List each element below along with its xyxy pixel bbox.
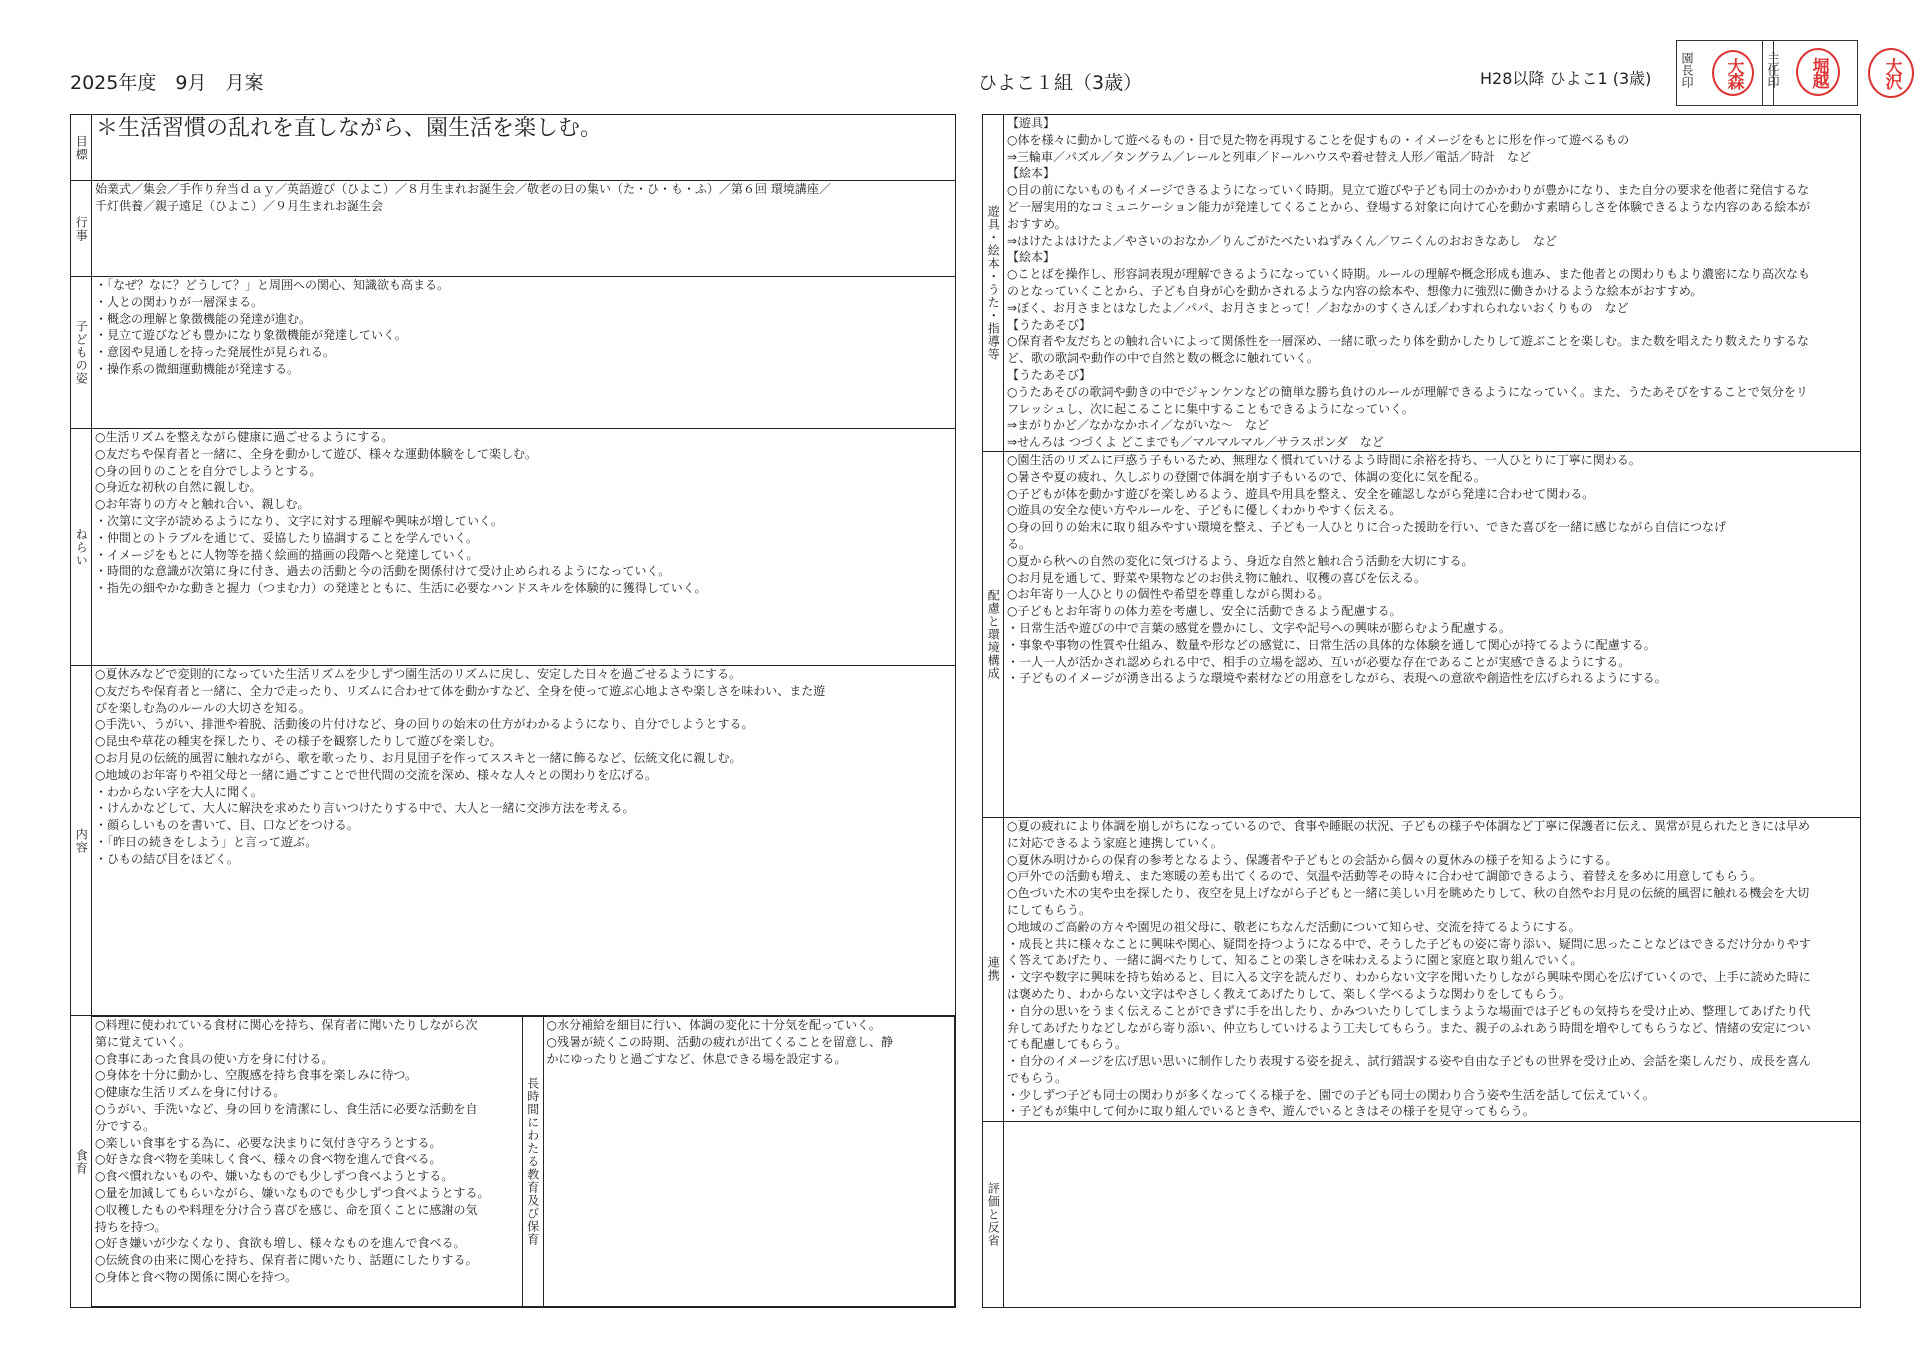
coop-line: ・自分のイメージを広げ思い思いに制作したり表現する姿を捉え、試行錯誤する姿や自由な子どもの世界を受け止め、会話を楽しんだり、成長を喜ん xyxy=(1007,1054,1811,1069)
food-line: ○食事にあった食具の使い方を身に付ける。 xyxy=(95,1051,334,1066)
env-line: ○子どもとお年寄りの体力差を考慮し、安全に活動できるよう配慮する。 xyxy=(1007,604,1402,619)
materials-line: ⇒ぼく、お月さまとはなしたよ／パパ、お月さまとって！／おなかのすくさんぽ／わすれられないおくりもの など xyxy=(1007,300,1629,315)
children-line: ・人との関わりが一層深まる。 xyxy=(95,294,264,309)
coop-line: ・少しずつ子ども同士の関わりが多くなってくる様子を、園での子ども同士の関わり合う姿や生活を話して伝えていく。 xyxy=(1007,1087,1655,1102)
coop-line: ても配慮してもらう。 xyxy=(1007,1037,1128,1052)
food-line: ○収穫したものや料理を分け合う喜びを感じ、命を頂くことに感謝の気 xyxy=(95,1202,478,1217)
aims-line: ・イメージをもとに人物等を描く絵画的描画の段階へと発達していく。 xyxy=(95,547,479,562)
food-line: ○楽しい食事をする為に、必要な決まりに気付き守ろうとする。 xyxy=(95,1135,442,1150)
eval-label: 評価と反省 xyxy=(986,1181,1001,1247)
food-line: 第に覚えていく。 xyxy=(95,1034,191,1049)
materials-text xyxy=(1004,115,1860,451)
children-line: ・概念の理解と象徴機能の発達が進む。 xyxy=(95,311,312,326)
materials-line: おすすめ。 xyxy=(1007,216,1067,231)
content-line: びを楽しむ為のルールの大切さを知る。 xyxy=(95,700,311,715)
env-line: ・日常生活や遊びの中で言葉の感覚を豊かにし、文字や記号への興味が膨らむよう配慮する。 xyxy=(1007,620,1512,635)
food-line: ○身体を十分に動かし、空腹感を持ち食事を楽しみに待つ。 xyxy=(95,1068,417,1083)
right-plan-table xyxy=(982,114,1861,1308)
env-line: ○身の回りの始末に取り組みやすい環境を整え、子ども一人ひとりに合った援助を行い、できた喜びを一緒に感じながら自信につなげ xyxy=(1007,520,1726,535)
env-line: る。 xyxy=(1007,536,1032,551)
coop-line: 弁してあげたりなどしながら寄り添い、仲立ちしていけるよう工夫してもらう。また、親子のふれあう時間を増やしてもらうなど、情緒の安定につい xyxy=(1007,1020,1811,1035)
content-line: ○地域のお年寄りや祖父母と一緒に過ごすことで世代間の交流を深め、様々な人々との関わりを広げる。 xyxy=(95,767,657,782)
aims-label: ねらい xyxy=(74,527,89,567)
content-line: ・「昨日の続きをしよう」と言って遊ぶ。 xyxy=(95,834,318,849)
document-title: 2025年度 9月 月案 xyxy=(70,72,264,94)
env-line: ・子どものイメージが湧き出るような環境や素材などの用意をしながら、表現への意欲や創造性を広げられるようにする。 xyxy=(1007,671,1667,686)
longcare-text xyxy=(544,1017,955,1067)
events-line: 始業式／集会／手作り弁当ｄａｙ／英語遊び（ひよこ）／８月生まれお誕生会／敬老の日の集い（た・ひ・も・ふ）／第６回 環境講座／ xyxy=(95,182,831,196)
content-line: ○お月見の伝統的風習に触れながら、歌を歌ったり、お月見団子を作ってススキと一緒に飾るなど、伝統文化に親しむ。 xyxy=(95,750,742,765)
coop-line: ・文字や数字に興味を持ち始めると、目に入る文字を読んだり、わからない文字を聞いたりしながら興味や関心を広げていくので、上手に読めた時に xyxy=(1007,970,1811,985)
food-line: ○量を加減してもらいながら、嫌いなものでも少しずつ食べようとする。 xyxy=(95,1185,490,1200)
coop-line: ○夏の疲れにより体調を崩しがちになっているので、食事や睡眠の状況、子どもの様子や体調など丁寧に保護者に伝え、異常が見られたときには早め xyxy=(1007,818,1810,833)
materials-label: 遊具・絵本・うた・指導等 xyxy=(986,204,1001,361)
food-line: 分でする。 xyxy=(95,1118,156,1133)
food-line: ○料理に使われている食材に関心を持ち、保育者に聞いたりしながら次 xyxy=(95,1018,478,1032)
env-line: ○お月見を通して、野菜や果物などのお供え物に触れ、収穫の喜びを伝える。 xyxy=(1007,570,1426,585)
materials-label-cell xyxy=(983,115,1004,452)
aims-line: ○生活リズムを整えながら健康に過ごせるようにする。 xyxy=(95,430,394,444)
food-line: ○健康な生活リズムを身に付ける。 xyxy=(95,1085,286,1100)
materials-line: ⇒まがりかど／なかなかホイ／ながいな～ など xyxy=(1007,418,1270,433)
env-line: ・事象や事物の性質や仕組み、数量や形などの感覚に、日常生活の具体的な体験を通して関心が持てるように配慮する。 xyxy=(1007,637,1656,652)
aims-line: ・時間的な意識が次第に身に付き、過去の活動と今の活動を関係付けて受け止められるようになっていく。 xyxy=(95,564,671,579)
chief-seal: 堀越 xyxy=(1796,48,1840,96)
coop-line: ○夏休み明けからの保育の参考となるよう、保護者や子どもとの会話から個々の夏休みの様子を知るようにする。 xyxy=(1007,852,1618,867)
materials-line: ⇒はけたよはけたよ／やさいのおなか／りんごがたべたいねずみくん／ワニくんのおおきなあし など xyxy=(1007,233,1558,248)
materials-line: フレッシュし、次に起こることに集中することもできるようになっていく。 xyxy=(1007,401,1414,416)
materials-line: 【うたあそび】 xyxy=(1007,367,1092,382)
children-line: ・「なぜ？なに？どうして？」と周囲への関心、知識欲も高まる。 xyxy=(95,278,450,292)
materials-line: ○目の前にないものもイメージできるようになっていく時期。見立て遊びや子ども同士のかかわりが豊かになり、また自分の要求を他者に発信するな xyxy=(1007,183,1810,198)
coop-text xyxy=(1004,818,1860,1120)
coop-label: 連携 xyxy=(986,956,1001,983)
content-label: 内容 xyxy=(74,827,89,854)
coop-line: ○地域のご高齢の方々や園児の祖父母に、敬老にちなんだ活動について知らせ、交流を持てるようにする。 xyxy=(1007,919,1581,934)
aims-line: ○身の回りのことを自分でしようとする。 xyxy=(95,463,322,478)
materials-line: ⇒せんろは つづくよ どこまでも／マルマルマル／サラスポンダ など xyxy=(1007,435,1384,450)
aims-line: ○お年寄りの方々と触れ合い、親しむ。 xyxy=(95,497,310,512)
env-line: ○園生活のリズムに戸惑う子もいるため、無理なく慣れていけるよう時間に余裕を持ち、一人ひとりに丁寧に関わる。 xyxy=(1007,452,1641,467)
coop-line: ○色づいた木の実や虫を探したり、夜空を見上げながら子どもと一緒に美しい月を眺めたりして、秋の自然やお月見の伝統的風習に触れる機会を大切 xyxy=(1007,886,1810,901)
materials-line: ○うたあそびの歌詞や動きの中でジャンケンなどの簡単な勝ち負けのルールが理解できるようになっていく。また、うたあそびをすることで気分をリ xyxy=(1007,384,1808,399)
left-plan-table xyxy=(70,114,956,1308)
env-line: ○子どもが体を動かす遊びを楽しめるよう、遊具や用具を整え、安全を確認しながら発達に合わせて関わる。 xyxy=(1007,486,1595,501)
env-line: ・一人一人が活かされ認められる中で、相手の立場を認め、互いが必要な存在であることが実感できるようにする。 xyxy=(1007,654,1631,669)
materials-line: ど、歌の歌詞や動作の中で自然と数の概念に触れていく。 xyxy=(1007,351,1319,366)
content-line: ・けんかなどして、大人に解決を求めたり言いつけたりする中で、大人と一緒に交渉方法を考える。 xyxy=(95,801,635,816)
aims-line: ・次第に文字が読めるようになり、文字に対する理解や興味が増していく。 xyxy=(95,513,503,528)
materials-line: ど一層実用的なコミュニケーション能力が発達してくることから、登場する対象に向けて心を動かす素晴らしさを体験できるような内容のある絵本が xyxy=(1007,199,1811,214)
children-label: 子どもの姿 xyxy=(74,320,89,385)
materials-line: のとなっていくことから、子ども自身が心を動かされるような内容の絵本や、想像力に強烈に働きかけるような絵本がおすすめ。 xyxy=(1007,283,1703,298)
env-line: ○遊具の安全な使い方やルールを、子どもに優しくわかりやすく伝える。 xyxy=(1007,503,1402,518)
stamp-label-principal: 園長印 xyxy=(1680,52,1694,88)
content-line: ○友だちや保育者と一緒に、全力で走ったり、リズムに合わせて体を動かすなど、全身を使って遊ぶ心地よさや楽しさを味わい、また遊 xyxy=(95,683,826,698)
goal-label-cell xyxy=(71,115,92,181)
food-line: ○身体と食べ物の関係に関心を持つ。 xyxy=(95,1269,297,1284)
principal-seal: 大森 xyxy=(1712,50,1754,96)
food-line: ○好き嫌いが少なくなり、食欲も増し、様々なものを進んで食べる。 xyxy=(95,1236,466,1251)
materials-line: ○ことばを操作し、形容詞表現が理解できるようになっていく時期。ルールの理解や概念形成も進み、また他者との関わりもより濃密になり高次なも xyxy=(1007,267,1810,282)
food-line: ○伝統食の由来に関心を持ち、保育者に聞いたり、話題にしたりする。 xyxy=(95,1253,478,1268)
children-line: ・意図や見通しを持った発展性が見られる。 xyxy=(95,345,336,360)
content-label-cell xyxy=(71,666,92,1016)
children-line: ・見立て遊びなども豊かになり象徴機能が発達していく。 xyxy=(95,328,407,343)
goal-text: ＊生活習慣の乱れを直しながら、園生活を楽しむ。 xyxy=(96,116,603,141)
aims-line: ・指先の細やかな動きと握力（つまむ力）の発達とともに、生活に必要なハンドスキルを体験的に獲得していく。 xyxy=(95,581,707,596)
class-code: H28以降 ひよこ1 (3歳) xyxy=(1480,69,1652,88)
longcare-line: ○残暑が続くこの時期、活動の疲れが出てくることを留意し、静 xyxy=(546,1034,893,1049)
materials-line: 【遊具】 xyxy=(1007,116,1056,130)
children-line: ・操作系の微細運動機能が発達する。 xyxy=(95,361,300,376)
food-line: 持ちを持つ。 xyxy=(95,1219,167,1234)
children-text xyxy=(92,277,955,378)
longcare-label: 長時間にわたる教育及び保育 xyxy=(525,1077,540,1246)
env-line: ○夏から秋への自然の変化に気づけるよう、身近な自然と触れ合う活動を大切にする。 xyxy=(1007,553,1474,568)
content-line: ・ひもの結び目をほどく。 xyxy=(95,851,239,866)
materials-line: 【うたあそび】 xyxy=(1007,317,1092,332)
class-name: ひよこ１組（3歳） xyxy=(978,72,1143,94)
goal-label: 目標 xyxy=(74,134,89,161)
coop-label-cell xyxy=(983,817,1004,1121)
env-line: ○暑さや夏の疲れ、久しぶりの登園で体調を崩す子もいるので、体調の変化に気を配る。 xyxy=(1007,469,1486,484)
events-text xyxy=(92,181,955,215)
materials-line: ○保育者や友だちとの触れ合いによって関係性を一層深め、一緒に歌ったり体を動かしたりして遊ぶことを楽しむ。また数を唱えたり数えたりするな xyxy=(1007,334,1809,349)
coop-line: ・自分の思いをうまく伝えることができずに手を出したり、かみついたりしてしまうような場面では子どもの気持ちを受け止め、整理してあげたり代 xyxy=(1007,1003,1811,1018)
events-label: 行事 xyxy=(74,215,89,242)
coop-line: に対応できるよう家庭と連携していく。 xyxy=(1007,835,1223,850)
longcare-label-cell xyxy=(522,1017,543,1307)
env-line: ○お年寄り一人ひとりの個性や希望を尊重しながら関わる。 xyxy=(1007,587,1330,602)
events-label-cell xyxy=(71,181,92,277)
coop-line: は褒めたり、わからない文字はやさしく教えてあげたりして、楽しく学べるような関わりをしてもらう。 xyxy=(1007,986,1571,1001)
coop-line: く答えてあげたり、一緒に調べたりして、知ることの楽しさを味わえるように園と家庭と取り組んでいく。 xyxy=(1007,953,1583,968)
eval-label-cell xyxy=(983,1121,1004,1307)
materials-line: 【絵本】 xyxy=(1007,250,1056,265)
aims-line: ・仲間とのトラブルを通じて、妥協したり協調することを学んでいく。 xyxy=(95,530,479,545)
food-label-cell xyxy=(71,1016,92,1308)
content-text xyxy=(92,666,955,868)
aims-text xyxy=(92,429,955,597)
content-line: ○手洗い、うがい、排泄や着脱、活動後の片付けなど、身の回りの始末の仕方がわかるようになり、自分でしようとする。 xyxy=(95,717,754,732)
aims-line: ○友だちや保育者と一緒に、全身を動かして遊び、様々な運動体験をして楽しむ。 xyxy=(95,446,537,461)
env-text xyxy=(1004,452,1860,687)
coop-line: にしてもらう。 xyxy=(1007,902,1092,917)
coop-line: ○戸外での活動も増え、また寒暖の差も出てくるので、気温や活動等その時々に合わせて調節できるよう、着替えを多めに用意してもらう。 xyxy=(1007,869,1762,884)
stamp-label-chief: 主任印 xyxy=(1766,52,1780,88)
materials-line: ⇒三輪車／パズル／タングラム／レールと列車／ドールハウスや着せ替え人形／電話／時計 など xyxy=(1007,149,1532,164)
staff-seal: 大沢 xyxy=(1868,48,1914,98)
food-line: ○うがい、手洗いなど、身の回りを清潔にし、食生活に必要な活動を自 xyxy=(95,1101,478,1116)
food-text xyxy=(92,1017,522,1286)
content-line: ○昆虫や草花の種実を探したり、その様子を観察したりして遊びを楽しむ。 xyxy=(95,734,502,749)
materials-line: 【絵本】 xyxy=(1007,166,1056,181)
env-label-cell xyxy=(983,451,1004,817)
longcare-line: ○水分補給を細目に行い、体調の変化に十分気を配っていく。 xyxy=(546,1018,881,1032)
content-line: ・顔らしいものを書いて、目、口などをつける。 xyxy=(95,818,359,833)
aims-line: ○身近な初秋の自然に親しむ。 xyxy=(95,480,262,495)
food-label: 食育 xyxy=(74,1148,89,1175)
coop-line: ・成長と共に様々なことに興味や関心、疑問を持つようになる中で、そうした子どもの姿に寄り添い、疑問に思ったことなどはできるだけ分かりやす xyxy=(1007,936,1811,951)
children-label-cell xyxy=(71,277,92,429)
materials-line: ○体を様々に動かして遊べるもの・目で見た物を再現することを促すもの・イメージをもとに形を作って遊べるもの xyxy=(1007,132,1630,147)
coop-line: ・子どもが集中して何かに取り組んでいるときや、遊んでいるときはその様子を見守ってもらう。 xyxy=(1007,1104,1535,1119)
longcare-line: かにゆったりと過ごすなど、休息できる場を設定する。 xyxy=(546,1051,847,1066)
env-label: 配慮と環境構成 xyxy=(986,588,1001,680)
content-line: ・わからない字を大人に聞く。 xyxy=(95,784,263,799)
events-line: 千灯供養／親子遠足（ひよこ）／９月生まれお誕生会 xyxy=(95,198,384,213)
food-line: ○好きな食べ物を美味しく食べ、様々の食べ物を進んで食べる。 xyxy=(95,1152,442,1167)
food-line: ○食べ慣れないものや、嫌いなものでも少しずつ食べようとする。 xyxy=(95,1169,454,1184)
coop-line: でもらう。 xyxy=(1007,1070,1068,1085)
content-line: ○夏休みなどで変則的になっていた生活リズムを少しずつ園生活のリズムに戻し、安定した日々を過ごせるようにする。 xyxy=(95,667,741,681)
food-longcare-split xyxy=(92,1016,955,1307)
aims-label-cell xyxy=(71,429,92,666)
